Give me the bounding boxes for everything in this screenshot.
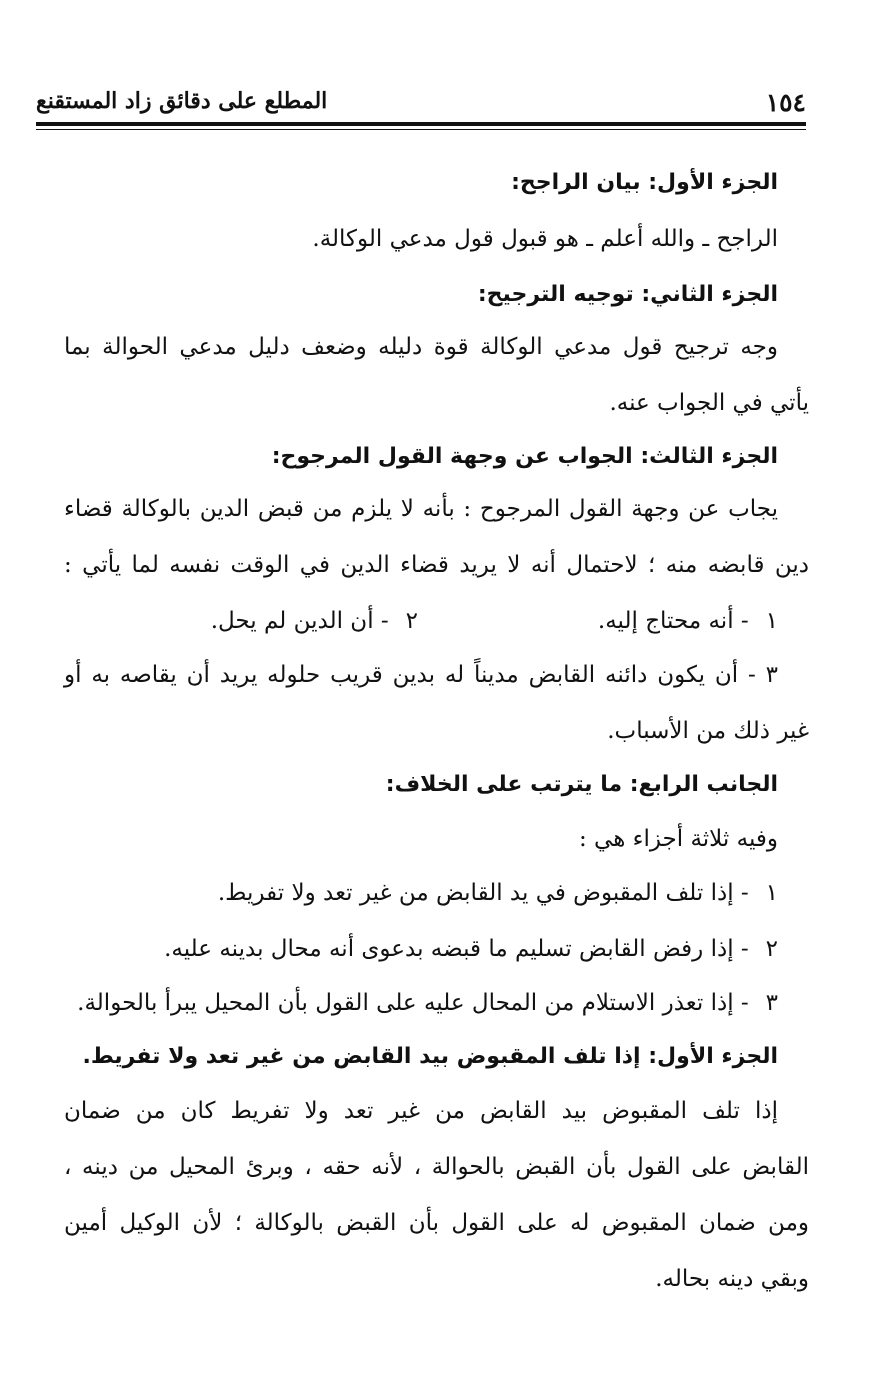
- part-number: ٢: [765, 936, 778, 962]
- heading-part-two: الجزء الثاني: توجيه الترجيح:: [477, 282, 778, 307]
- reason-number: ٢: [405, 608, 418, 634]
- heading-aspect-four: الجانب الرابع: ما يترتب على الخلاف:: [385, 772, 778, 797]
- paragraph-justification-line: يأتي في الجواب عنه.: [609, 390, 809, 416]
- reason-three-line: ٣ - أن يكون دائنه القابض مديناً له بدين قريب حلوله يريد أن يقاصه به أو: [64, 662, 778, 688]
- part-text: - إذا تلف المقبوض في يد القابض من غير تعد ولا تفريط.: [217, 880, 749, 906]
- paragraph-loss-line: إذا تلف المقبوض بيد القابض من غير تعد ولا تفريط كان من ضمان: [64, 1098, 778, 1124]
- header-rule-thin: [36, 129, 806, 130]
- paragraph-loss-line: القابض على القول بأن القبض بالحوالة ، لأنه حقه ، وبرئ المحيل من دينه ،: [64, 1154, 809, 1180]
- part-item: [64, 882, 778, 905]
- paragraph-loss-line: ومن ضمان المقبوض له على القول بأن القبض بالوكالة ؛ لأن الوكيل أمين: [64, 1210, 809, 1236]
- part-text: - إذا تعذر الاستلام من المحال عليه على القول بأن المحيل يبرأ بالحوالة.: [77, 990, 749, 1016]
- paragraph-answer-line: يجاب عن وجهة القول المرجوح : بأنه لا يلزم من قبض الدين بالوكالة قضاء: [64, 496, 778, 522]
- header-rule-thick: [36, 122, 806, 126]
- heading-part-one-loss: الجزء الأول: إذا تلف المقبوض بيد القابض من غير تعد ولا تفريط.: [82, 1044, 778, 1069]
- book-title: المطلع على دقائق زاد المستقنع: [36, 88, 328, 114]
- reason-number: ١: [765, 608, 778, 634]
- part-number: ٣: [765, 990, 778, 1016]
- paragraph-preferred: الراجح ـ والله أعلم ـ هو قبول قول مدعي الوكالة.: [312, 226, 778, 252]
- paragraph-justification-line: وجه ترجيح قول مدعي الوكالة قوة دليله وضعف دليل مدعي الحوالة بما: [64, 334, 778, 360]
- heading-part-three: الجزء الثالث: الجواب عن وجهة القول المرجوح:: [271, 444, 778, 469]
- part-text: - إذا رفض القابض تسليم ما قبضه بدعوى أنه محال بدينه عليه.: [164, 936, 749, 962]
- paragraph-answer-line: دين قابضه منه ؛ لاحتمال أنه لا يريد قضاء الدين في الوقت نفسه لما يأتي :: [64, 552, 809, 578]
- paragraph-parts-intro: وفيه ثلاثة أجزاء هي :: [578, 826, 778, 852]
- paragraph-loss-line: وبقي دينه بحاله.: [655, 1266, 809, 1292]
- part-item: [64, 938, 778, 961]
- reason-item: [598, 610, 778, 633]
- part-item: [64, 992, 778, 1015]
- reason-text: - أن الدين لم يحل.: [210, 608, 389, 634]
- reason-item: [211, 610, 418, 633]
- reason-three-line: غير ذلك من الأسباب.: [607, 718, 809, 744]
- part-number: ١: [765, 880, 778, 906]
- page-header: [36, 88, 806, 122]
- page-number: ١٥٤: [765, 88, 806, 117]
- reason-text: - أنه محتاج إليه.: [597, 608, 749, 634]
- heading-part-one: الجزء الأول: بيان الراجح:: [511, 170, 778, 195]
